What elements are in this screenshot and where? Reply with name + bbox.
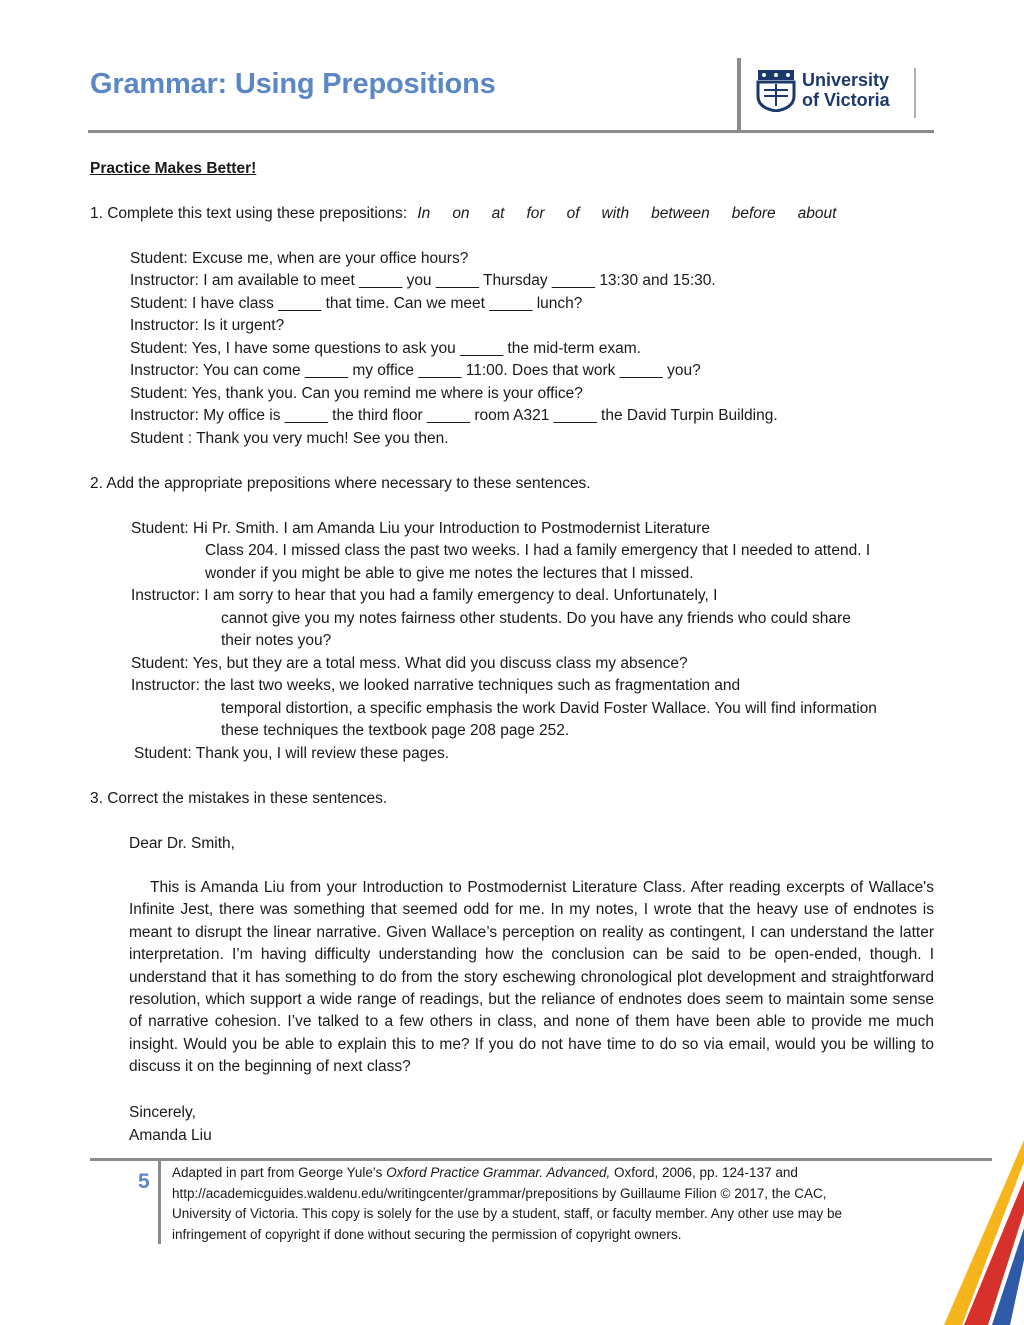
dialogue-line: Class 204. I missed class the past two weeks. I had a family emergency that I needed to attend. I <box>205 542 871 559</box>
exercise-2-instruction: 2. Add the appropriate prepositions where necessary to these sentences. <box>90 475 591 492</box>
footer-line-4: infringement of copyright if done without securing the permission of copyright owners. <box>172 1226 682 1242</box>
letter-salutation: Dear Dr. Smith, <box>129 835 235 852</box>
footer-line-2: http://academicguides.waldenu.edu/writingcenter/grammar/prepositions by Guillaume Filion © 2017, the CAC, <box>172 1185 827 1201</box>
dialogue-line: Student: I have class _____ that time. Can we meet _____ lunch? <box>130 295 583 312</box>
dialogue-line: Instructor: the last two weeks, we looked narrative techniques such as fragmentation and <box>131 677 741 694</box>
dialogue-line: Student: Excuse me, when are your office hours? <box>130 250 469 267</box>
dialogue-line: wonder if you might be able to give me notes the lectures that I missed. <box>205 565 694 582</box>
dialogue-line: temporal distortion, a specific emphasis the work David Foster Wallace. You will find information <box>221 700 877 717</box>
exercise-3-instruction: 3. Correct the mistakes in these sentences. <box>90 790 388 807</box>
dialogue-line: Instructor: I am sorry to hear that you had a family emergency to deal. Unfortunately, I <box>131 587 718 604</box>
header-vertical-divider <box>737 58 741 132</box>
footer-source-prefix: Adapted in part from George Yule’s <box>172 1165 387 1180</box>
section-title: Practice Makes Better! <box>90 160 257 177</box>
dialogue-line: Student: Yes, I have some questions to ask you _____ the mid-term exam. <box>130 340 641 357</box>
dialogue-line: Student: Thank you, I will review these pages. <box>134 745 450 762</box>
dialogue-line: Instructor: My office is _____ the third floor _____ room A321 _____ the David Turpin Building. <box>130 407 778 424</box>
dialogue-line: these techniques the textbook page 208 page 252. <box>221 722 570 739</box>
preposition-word: with <box>601 205 630 222</box>
dialogue-line: Student : Thank you very much! See you then. <box>130 430 449 447</box>
preposition-list <box>417 205 858 222</box>
dialogue-line: their notes you? <box>221 632 332 649</box>
logo-line-1: University <box>802 70 890 90</box>
footer-vertical-divider <box>158 1160 161 1244</box>
dialogue-line: Instructor: I am available to meet _____ you _____ Thursday _____ 13:30 and 15:30. <box>130 272 716 289</box>
logo-line-2: of Victoria <box>802 90 890 110</box>
dialogue-line: Instructor: Is it urgent? <box>130 317 285 334</box>
footer-line-1 <box>172 1163 952 1184</box>
preposition-word: on <box>452 205 470 222</box>
dialogue-line: Student: Hi Pr. Smith. I am Amanda Liu your Introduction to Postmodernist Literature <box>131 520 710 537</box>
preposition-word: for <box>526 205 545 222</box>
copyright-notice <box>172 1163 952 1245</box>
header-rule <box>88 130 934 133</box>
logo-divider <box>914 68 916 118</box>
exercise-1-instruction-text: 1. Complete this text using these prepositions: <box>90 205 408 222</box>
letter-signature: Amanda Liu <box>129 1127 212 1144</box>
page-title: Grammar: Using Prepositions <box>90 68 496 100</box>
footer-book-title: Oxford Practice Grammar. Advanced, <box>386 1165 611 1180</box>
preposition-word: In <box>417 205 431 222</box>
letter-body: This is Amanda Liu from your Introduction to Postmodernist Literature Class. After reading excerpts of Wallace's Infinite Jest, there was something that seemed odd for me. In my notes, I wrote that the heavy use of endnotes is meant to disrupt the linear narrative. Given Wallace’s perception on reality as contingent, I can understand the latter interpretation. I’m having difficulty understanding how the conclusion can be said to be open-ended, though. I understand that it has something to do from the story eschewing chronological plot development and straightforward resolution, which support a wide range of readings, but the reliance of endnotes does seem to maintain some sense of narrative cohesion. I’ve talked to a few others in class, and none of them have been able to provide me much insight. Would you be able to explain this to me? If you do not have time to do so via email, would you be willing to discuss it on the beginning of next class? <box>129 879 934 1076</box>
footer-rule <box>90 1158 992 1161</box>
footer-source-suffix: Oxford, 2006, pp. 124-137 and <box>610 1165 798 1180</box>
preposition-word: about <box>797 205 837 222</box>
preposition-word: between <box>651 205 710 222</box>
dialogue-line: Student: Yes, but they are a total mess. What did you discuss class my absence? <box>131 655 688 672</box>
preposition-word: of <box>566 205 580 222</box>
preposition-word: before <box>731 205 776 222</box>
uvic-crest-icon <box>756 68 796 112</box>
dialogue-line: cannot give you my notes fairness other students. Do you have any friends who could share <box>221 610 851 627</box>
letter-closing: Sincerely, <box>129 1104 196 1121</box>
logo-wordmark <box>802 70 890 110</box>
dialogue-line: Student: Yes, thank you. Can you remind me where is your office? <box>130 385 583 402</box>
footer-line-3: University of Victoria. This copy is solely for the use by a student, staff, or faculty member. Any other use may be <box>172 1206 843 1222</box>
university-logo <box>756 68 926 118</box>
preposition-word: at <box>491 205 505 222</box>
exercise-1-instruction <box>90 203 858 225</box>
dialogue-line: Instructor: You can come _____ my office _____ 11:00. Does that work _____ you? <box>130 362 701 379</box>
page-number: 5 <box>138 1170 150 1193</box>
decorative-stripes <box>940 1140 1024 1325</box>
